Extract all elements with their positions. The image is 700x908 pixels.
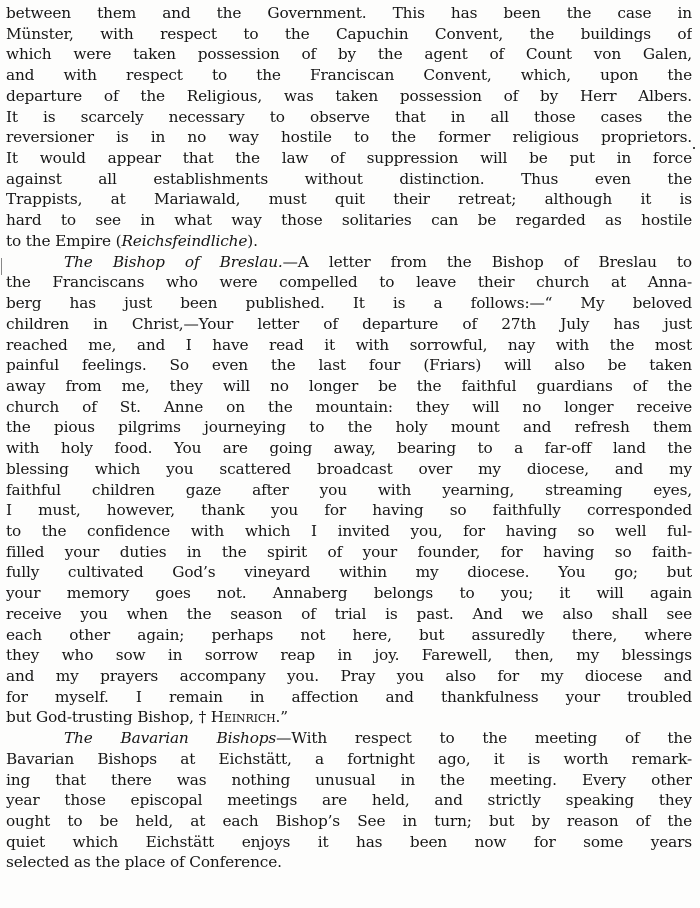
text-line: painful feelings. So even the last four (Friars) will also be taken	[6, 356, 692, 375]
text-line: and my prayers accompany you. Pray you also for my diocese and	[6, 667, 692, 685]
text-line: your memory goes not. Annaberg belongs to you; it will again	[6, 584, 692, 603]
section-heading: The Bavarian Bishops	[64, 729, 277, 748]
text-line	[6, 707, 692, 728]
text-line: against all establishments without distinction. Thus even the	[6, 169, 692, 188]
signature-name: Heinrich.	[210, 708, 281, 727]
text-line: fully cultivated God’s vineyard within my diocese. You go; but	[6, 563, 692, 582]
text-line: Bavarian Bishops at Eichstätt, a fortnight ago, it is worth remark-	[6, 749, 692, 768]
text-line: departure of the Religious, was taken possession of by Herr Albers.	[6, 86, 692, 105]
text-line	[6, 252, 692, 273]
text-line: the pious pilgrims journeying to the holy mount and refresh them	[6, 418, 692, 437]
text-line: between them and the Government. This has been the case in	[6, 4, 692, 22]
text-line: receive you when the season of trial is past. And we also shall see	[6, 604, 692, 623]
text-line: and with respect to the Franciscan Convent, which, upon the	[6, 66, 692, 85]
text-line: for myself. I remain in affection and thankfulness your troubled	[6, 687, 692, 706]
text-line: ought to be held, at each Bishop’s See in turn; but by reason of the	[6, 812, 692, 831]
text-fragment: to the Empire (	[6, 231, 122, 250]
column-rule	[1, 258, 2, 275]
ink-speck	[693, 147, 695, 149]
text-fragment: —With respect to the meeting of the	[276, 729, 692, 748]
text-line: away from me, they will no longer be the faithful guardians of the	[6, 376, 692, 395]
text-fragment: —A letter from the Bishop of Breslau to	[282, 252, 692, 271]
paragraph-convents	[6, 3, 692, 252]
text-line: reversioner is in no way hostile to the former religious proprietors.	[6, 128, 692, 147]
text-line: It would appear that the law of suppression will be put in force	[6, 149, 692, 168]
text-line: selected as the place of Conference.	[6, 853, 282, 872]
text-fragment: ”	[280, 708, 288, 727]
paragraph-bavarian-bishops	[6, 728, 692, 873]
article-column	[6, 3, 692, 873]
text-line: with holy food. You are going away, bearing to a far-off land the	[6, 439, 692, 458]
text-line: church of St. Anne on the mountain: they will no longer receive	[6, 397, 692, 416]
italic-term: Reichsfeindliche	[121, 231, 248, 250]
text-line: berg has just been published. It is a follows:—“ My beloved	[6, 294, 692, 313]
text-line: reached me, and I have read it with sorrowful, nay with the most	[6, 335, 692, 354]
text-line: the Franciscans who were compelled to leave their church at Anna-	[6, 273, 692, 292]
text-line: each other again; perhaps not here, but assuredly there, where	[6, 625, 692, 644]
text-line: year those episcopal meetings are held, and strictly speaking they	[6, 791, 692, 810]
text-line: children in Christ,—Your letter of departure of 27th July has just	[6, 314, 692, 333]
text-fragment: ).	[247, 231, 258, 250]
text-line: hard to see in what way those solitaries can be regarded as hostile	[6, 211, 692, 230]
text-line: I must, however, thank you for having so faithfully corresponded	[6, 501, 692, 520]
text-line: ing that there was nothing unusual in the meeting. Every other	[6, 770, 692, 789]
section-heading: The Bishop of Breslau.	[64, 252, 283, 271]
text-line: blessing which you scattered broadcast over my diocese, and my	[6, 459, 692, 478]
text-line	[6, 231, 692, 252]
text-line: filled your duties in the spirit of your founder, for having so faith-	[6, 542, 692, 561]
text-line: they who sow in sorrow reap in joy. Farewell, then, my blessings	[6, 646, 692, 665]
text-line	[6, 728, 692, 749]
text-line: It is scarcely necessary to observe that in all those cases the	[6, 107, 692, 126]
text-line: Trappists, at Mariawald, must quit their retreat; although it is	[6, 190, 692, 209]
text-line: faithful children gaze after you with yearning, streaming eyes,	[6, 480, 692, 499]
text-line: which were taken possession of by the agent of Count von Galen,	[6, 45, 692, 64]
text-line: quiet which Eichstätt enjoys it has been now for some years	[6, 832, 692, 851]
text-line: Münster, with respect to the Capuchin Convent, the buildings of	[6, 24, 692, 43]
text-fragment: but God-trusting Bishop, †	[6, 708, 211, 727]
text-line: to the confidence with which I invited you, for having so well ful-	[6, 521, 692, 540]
paragraph-bishop-breslau	[6, 252, 692, 729]
